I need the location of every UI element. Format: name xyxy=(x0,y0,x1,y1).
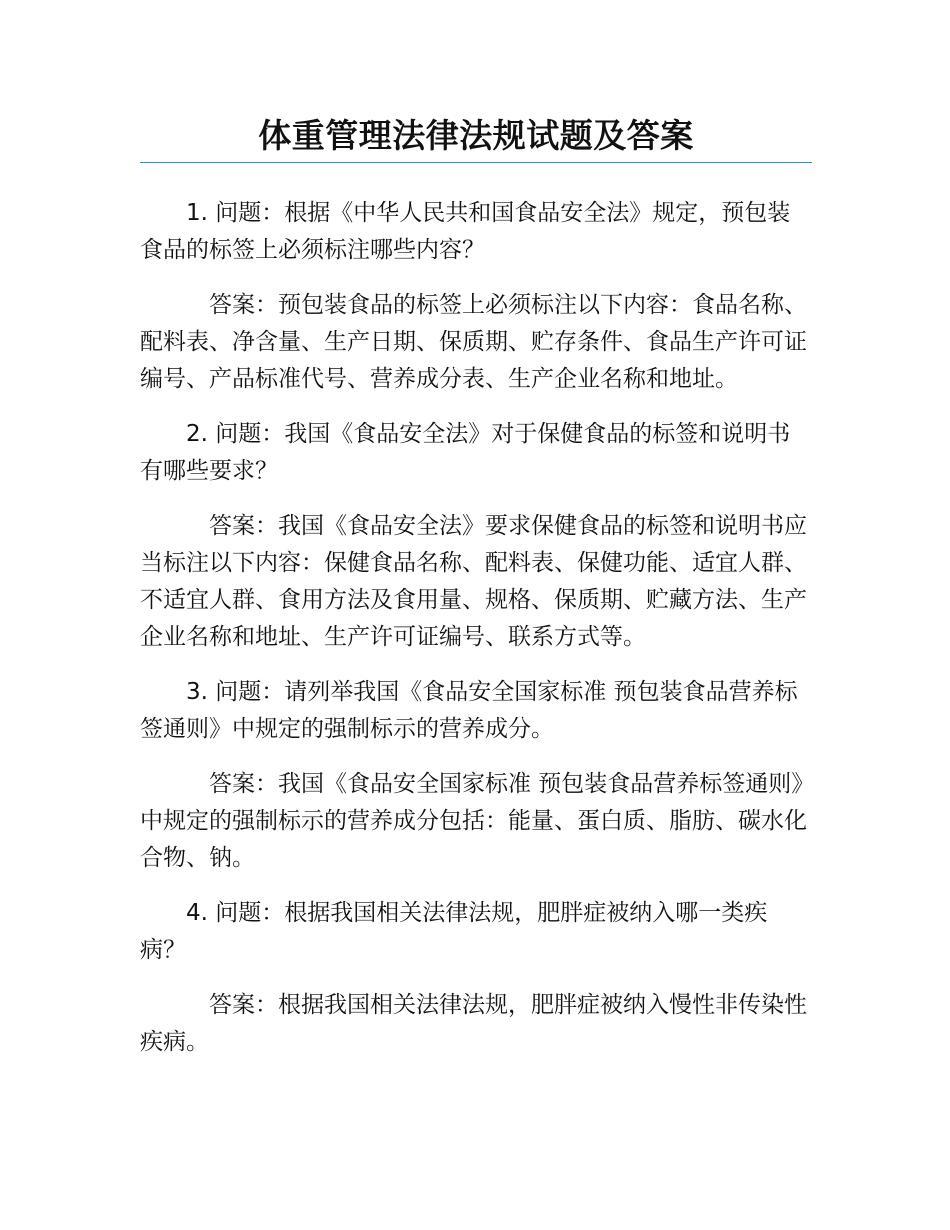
answer-3: 答案：我国《食品安全国家标准 预包装食品营养标签通则》中规定的强制标示的营养成分包括：能量、蛋白质、脂肪、碳水化合物、钠。 xyxy=(140,771,807,871)
qa-list xyxy=(140,195,812,1061)
answer-1: 答案：预包装食品的标签上必须标注以下内容：食品名称、配料表、净含量、生产日期、保质期、贮存条件、食品生产许可证编号、产品标准代号、营养成分表、生产企业名称和地址。 xyxy=(140,292,807,392)
question-4: 4. 问题：根据我国相关法律法规，肥胖症被纳入哪一类疾病？ xyxy=(140,900,768,963)
document-page xyxy=(140,112,812,1079)
answer-4: 答案：根据我国相关法律法规，肥胖症被纳入慢性非传染性疾病。 xyxy=(140,992,807,1055)
document-title: 体重管理法律法规试题及答案 xyxy=(140,112,812,163)
question-3: 3. 问题：请列举我国《食品安全国家标准 预包装食品营养标签通则》中规定的强制标示的营养成分。 xyxy=(140,679,798,742)
question-1: 1. 问题：根据《中华人民共和国食品安全法》规定，预包装食品的标签上必须标注哪些内容？ xyxy=(140,200,791,263)
question-2: 2. 问题：我国《食品安全法》对于保健食品的标签和说明书有哪些要求？ xyxy=(140,421,791,484)
answer-2: 答案：我国《食品安全法》要求保健食品的标签和说明书应当标注以下内容：保健食品名称、配料表、保健功能、适宜人群、不适宜人群、食用方法及食用量、规格、保质期、贮藏方法、生产企业名称和地址、生产许可证编号、联系方式等。 xyxy=(140,513,807,650)
